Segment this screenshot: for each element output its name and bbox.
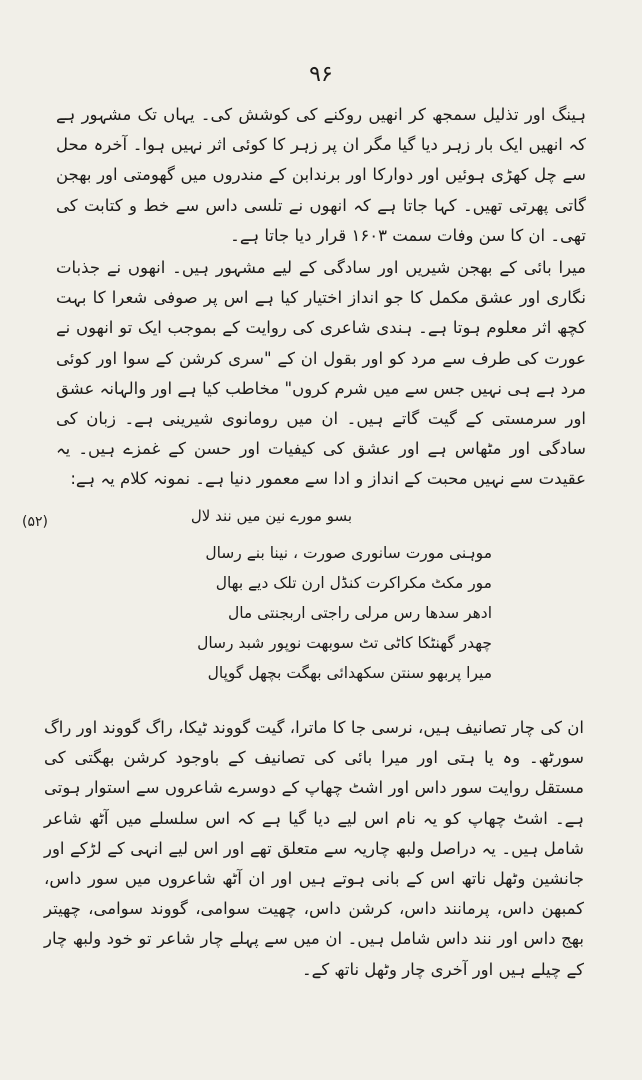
page-number: ۹۶ [309, 62, 333, 87]
verse-number: (۵۲) [22, 514, 48, 530]
verse-line: چھدر گھنٹکا کاٹی تٹ سوبھت نوپور شبد رسال [197, 634, 492, 652]
paragraph-1: ہینگ اور تذلیل سمجھ کر انھیں روکنے کی کوشش کی۔ یہاں تک مشہور ہے کہ انھیں ایک بار زہر دیا گیا مگر ان پر زہر کا کوئی اثر نہیں ہوا۔ آخرہ محل سے چل کھڑی ہوئیں اور دوارکا اور برندابن کے مندروں میں گھومتی اور بھجن گاتی پھرتی تھیں۔ کہا جاتا ہے کہ انھوں نے تلسی داس سے خط و کتابت کی تھی۔ ان کا سن وفات سمت ۱۶۰۳ قرار دیا جاتا ہے۔ [56, 105, 586, 245]
verse-line: موہنی مورت سانوری صورت ، نینا بنے رسال [205, 544, 492, 562]
verse-heading: بسو مورے نین میں نند لال [190, 507, 352, 525]
verse-line: ادھر سدھا رس مرلی راجتی اربجنتی مال [227, 604, 492, 622]
verse-line: میرا پربھو سنتن سکھدائی بھگت بچھل گوپال [207, 664, 492, 682]
paragraph-3: ان کی چار تصانیف ہیں، نرسی جا کا ماترا، گیت گووند ٹیکا، راگ گووند اور راگ سورٹھ۔ وہ یا ہتی اور میرا بائی کی تصانیف کے باوجود کرشن بھگتی کی مستقل روایت سور داس اور اشٹ چھاپ کے دوسرے شاعروں سے استوار ہوتی ہے۔ اشٹ چھاپ کو یہ نام اس لیے دیا گیا ہے کہ اس سلسلے میں آٹھ شاعر شامل ہیں۔ یہ دراصل ولبھ چاریہ سے متعلق تھے اور اس لیے انہی کے لڑکے اور جانشین وٹھل ناتھ اس کے بانی ہوتے ہیں اور ان آٹھ شاعروں میں سور داس، کمبھن داس، پرمانند داس، کرشن داس، چھیت سوامی، گووند سوامی، چھیتر بھج داس اور نند داس شامل ہیں۔ ان میں سے پہلے چار شاعر تو خود ولبھ چار کے چیلے ہیں اور آخری چار وٹھل ناتھ کے۔ [44, 718, 584, 979]
paragraph-2: میرا بائی کے بھجن شیریں اور سادگی کے لیے مشہور ہیں۔ انھوں نے جذبات نگاری اور عشق مکمل کا جو انداز اختیار کیا ہے اس پر صوفی شعرا کا بہت کچھ اثر معلوم ہوتا ہے۔ ہندی شاعری کی روایت کے بموجب ایک تو انھوں نے عورت کی طرف سے مرد کو اور بقول ان کے "سری کرشن کے سوا اور کوئی مرد ہے ہی نہیں جس سے میں شرم کروں" مخاطب کیا ہے اور والہانہ عشق اور سرمستی کے گیت گاتے ہیں۔ ان میں رومانوی شیرینی ہے۔ زبان کی سادگی اور مٹھاس ہے اور عشق کی کیفیات اور حسن کے غمزے ہیں۔ یہ عقیدت سے نہیں محبت کے انداز و ادا سے معمور دنیا ہے۔ نمونہ کلام یہ ہے: [56, 258, 586, 489]
verse-block [192, 538, 492, 688]
verse-line: مور مکٹ مکراکرت کنڈل ارن تلک دیے بھال [215, 574, 492, 592]
